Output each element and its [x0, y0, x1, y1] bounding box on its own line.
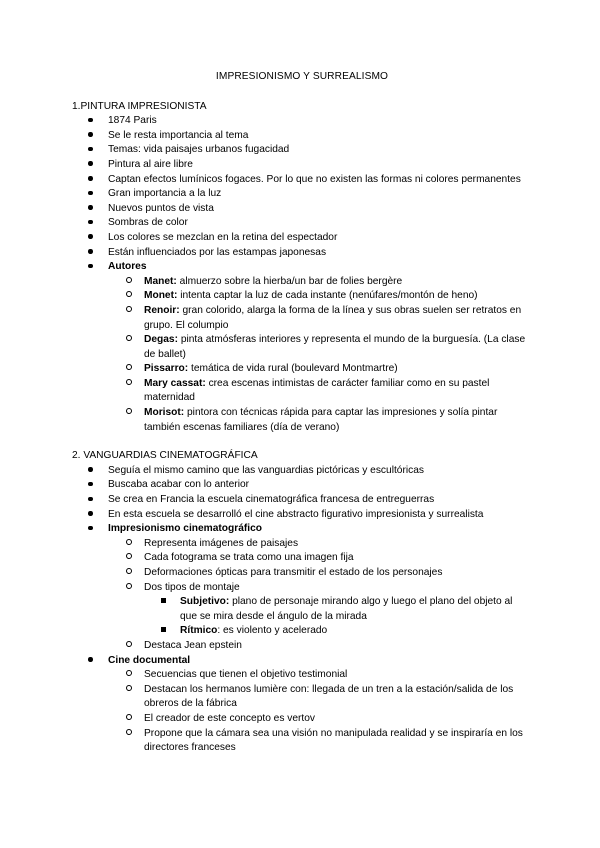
list-item: Se crea en Francia la escuela cinematográfica francesa de entreguerras [72, 493, 532, 508]
list-item: Están influenciados por las estampas japonesas [72, 246, 532, 261]
list-item: Dos tipos de montaje Subjetivo: plano de personaje mirando algo y luego el plano del objeto al que se mira desde el ángulo de la mirada Rítmico: es violento y acelerado [72, 581, 532, 639]
section2-list [72, 464, 532, 756]
documental-list [72, 668, 532, 756]
author-item: Degas: pinta atmósferas interiores y representa el mundo de la burguesía. (La clase de ballet) [72, 333, 532, 362]
section-heading-vanguardias: 2. VANGUARDIAS CINEMATOGRÁFICA [72, 450, 258, 462]
montaje-item: Rítmico: es violento y acelerado [72, 624, 532, 639]
list-item: Captan efectos lumínicos fogaces. Por lo que no existen las formas ni colores permanentes [72, 173, 532, 188]
section-heading-pintura: 1.PINTURA IMPRESIONISTA [72, 100, 207, 112]
author-item: Renoir: gran colorido, alarga la forma de la línea y sus obras suelen ser retratos en grupo. El columpio [72, 304, 532, 333]
impresionismo-list [72, 537, 532, 654]
list-item: Propone que la cámara sea una visión no manipulada realidad y se inspiraría en los directores franceses [72, 727, 532, 756]
list-item: En esta escuela se desarrolló el cine abstracto figurativo impresionista y surrealista [72, 508, 532, 523]
list-item: Representa imágenes de paisajes [72, 537, 532, 552]
document-page [72, 70, 532, 756]
list-item: Destaca Jean epstein [72, 639, 532, 654]
list-item-documental: Cine documental Secuencias que tienen el objetivo testimonial Destacan los hermanos lumière con: llegada de un tren a la estación/salida de los obreros de la fábrica El creador de este concepto es vertov Propone que la cámara sea una visión no manipulada realidad y se inspiraría en los directores franceses [72, 654, 532, 756]
list-item: Seguía el mismo camino que las vanguardias pictóricas y escultóricas [72, 464, 532, 479]
list-item: Nuevos puntos de vista [72, 202, 532, 217]
list-item: Los colores se mezclan en la retina del espectador [72, 231, 532, 246]
section1-list [72, 114, 532, 435]
list-item: El creador de este concepto es vertov [72, 712, 532, 727]
author-item: Morisot: pintora con técnicas rápida para captar las impresiones y solía pintar también escenas familiares (día de verano) [72, 406, 532, 435]
montaje-item: Subjetivo: plano de personaje mirando algo y luego el plano del objeto al que se mira desde el ángulo de la mirada [72, 595, 532, 624]
list-item: Gran importancia a la luz [72, 187, 532, 202]
author-item: Mary cassat: crea escenas intimistas de carácter familiar como en su pastel maternidad [72, 377, 532, 406]
list-item: Pintura al aire libre [72, 158, 532, 173]
author-item: Pissarro: temática de vida rural (boulevard Montmartre) [72, 362, 532, 377]
montaje-list [72, 595, 532, 639]
list-item: 1874 Paris [72, 114, 532, 129]
document-title: IMPRESIONISMO Y SURREALISMO [215, 71, 389, 82]
list-item: Temas: vida paisajes urbanos fugacidad [72, 143, 532, 158]
list-item: Buscaba acabar con lo anterior [72, 478, 532, 493]
list-item-autores: Autores Manet: almuerzo sobre la hierba/un bar de folies bergère Monet: intenta captar la luz de cada instante (nenúfares/montón de heno) Renoir: gran colorido, alarga la forma de la línea y sus obras suelen ser retratos en grupo. El columpio Degas: pinta atmósferas interiores y representa el mundo de la burguesía. (La clase de ballet) Pissarro: temática de vida rural (boulevard Montmartre) Mary cassat: crea escenas intimistas de carácter familiar como en su pastel maternidad Morisot: pintora con técnicas rápida para captar las impresiones y solía pintar también escenas familiares (día de verano) [72, 260, 532, 435]
author-item: Monet: intenta captar la luz de cada instante (nenúfares/montón de heno) [72, 289, 532, 304]
list-item-impresionismo: Impresionismo cinematográfico Representa imágenes de paisajes Cada fotograma se trata como una imagen fija Deformaciones ópticas para transmitir el estado de los personajes Dos tipos de montaje Subjetivo: plano de personaje mirando algo y luego el plano del objeto al que se mira desde el ángulo de la mirada Rítmico: es violento y acelerado Destaca Jean epstein [72, 522, 532, 653]
authors-list [72, 275, 532, 436]
list-item: Deformaciones ópticas para transmitir el estado de los personajes [72, 566, 532, 581]
list-item: Cada fotograma se trata como una imagen fija [72, 551, 532, 566]
list-item: Destacan los hermanos lumière con: llegada de un tren a la estación/salida de los obreros de la fábrica [72, 683, 532, 712]
author-item: Manet: almuerzo sobre la hierba/un bar de folies bergère [72, 275, 532, 290]
list-item: Se le resta importancia al tema [72, 129, 532, 144]
list-item: Sombras de color [72, 216, 532, 231]
list-item: Secuencias que tienen el objetivo testimonial [72, 668, 532, 683]
